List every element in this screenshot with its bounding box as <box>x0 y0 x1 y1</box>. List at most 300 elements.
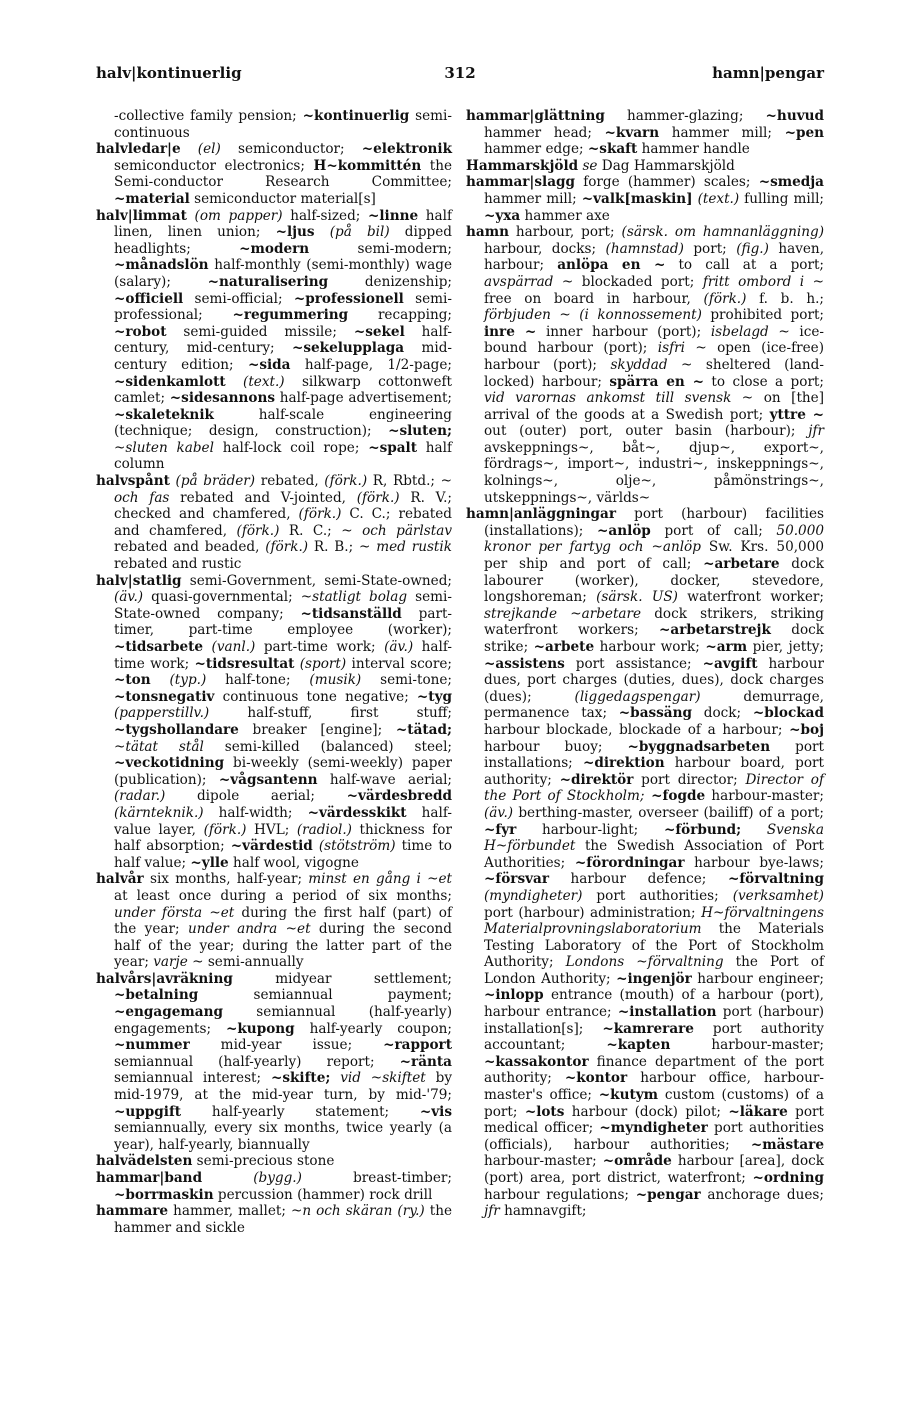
definition-text: midyear settlement; <box>232 970 452 987</box>
definition-text: dock strikers, striking waterfront workers; <box>484 605 824 639</box>
entry-continuation <box>96 108 452 141</box>
bold-term: ~arbete <box>533 639 595 655</box>
bold-term: ~assistens <box>484 655 565 672</box>
definition-text: semi-official; <box>183 290 294 307</box>
dictionary-entry <box>96 573 452 872</box>
definition-text: prohibited port; <box>701 307 824 324</box>
bold-term: ~kapten <box>606 1037 671 1054</box>
bold-term: ~installation <box>617 1004 717 1021</box>
definition-text: half linen, linen union; <box>114 207 453 241</box>
definition-text: semiannual (half-yearly) report; <box>114 1053 400 1070</box>
definition-text: hammer edge; <box>484 141 588 158</box>
definition-text: harbour engineer; <box>691 970 824 987</box>
italic-note: isbelagd ~ <box>710 323 790 340</box>
definition-text: hammer, mallet; <box>168 1203 291 1220</box>
definition-text: avskeppnings~, båt~, djup~, export~, fördrags~, import~, industri~, inskeppnings~, kolnings~, olje~, påmönstrings~, utskeppnings~, världs~ <box>484 439 824 506</box>
italic-note: H~förvaltningens Materialprovningslaboratorium <box>484 904 824 938</box>
italic-note: (förk.) <box>356 489 400 506</box>
bold-term: ~robot <box>114 323 167 340</box>
italic-note: under första ~et <box>114 904 235 921</box>
definition-text: time to half value; <box>114 838 452 871</box>
italic-note: ~tätat stål <box>114 738 204 755</box>
italic-note: (text.) <box>692 190 740 207</box>
headword: hamn|anläggningar <box>466 506 616 523</box>
definition-text: custom (customs) of a port; <box>484 1087 824 1120</box>
dictionary-entry <box>466 506 824 1220</box>
italic-note: (papperstillv.) <box>114 705 210 722</box>
definition-text: semiannual interest; <box>114 1070 271 1087</box>
bold-term: ~arm <box>705 639 748 655</box>
italic-note: (äv.) <box>114 589 144 606</box>
definition-text: semi-tone; <box>361 672 453 689</box>
italic-note: (typ.) <box>150 672 207 689</box>
definition-text: the Swedish Association of Port Authorities; <box>484 838 824 871</box>
definition-text: hammer-glazing; <box>604 108 766 124</box>
bold-term: ~fyr <box>484 821 517 838</box>
definition-text: to call at a port; <box>665 257 825 274</box>
italic-note: (på bräder) <box>169 473 256 490</box>
bold-term: ~värdestid <box>230 838 313 855</box>
definition-text: harbour [area], dock (port) area, port district, waterfront; <box>484 1153 824 1186</box>
definition-text: on [the] arrival of the goods at a Swedish port; <box>484 390 825 423</box>
bold-term: ~område <box>602 1153 672 1170</box>
definition-text: semiconductor material[s] <box>189 190 376 207</box>
headword: hamn <box>466 224 509 241</box>
bold-term: ~ton <box>114 672 151 689</box>
bold-term: ~veckotidning <box>114 755 225 772</box>
definition-text: semiconductor; <box>220 141 362 158</box>
definition-text: half-value layer, <box>114 804 452 838</box>
definition-text: denizenship; <box>328 273 452 290</box>
definition-text: semiannually, every six months, twice yearly (a year), half-yearly, biannually <box>114 1120 452 1153</box>
bold-term: ~förbund; <box>663 821 742 838</box>
bold-term: ~ingenjör <box>616 970 692 987</box>
definition-text: pier, jetty; <box>747 639 824 655</box>
definition-text: Dag Hammarskjöld <box>597 157 735 174</box>
definition-text: breaker [engine]; <box>238 721 396 738</box>
bold-term: ~sekelupplaga <box>291 340 405 357</box>
italic-note: jfr <box>484 1203 500 1220</box>
definition-text: Sw. Krs. 50,000 per ship and port of call; <box>484 539 824 573</box>
italic-note: (fig.) <box>736 240 769 257</box>
definition-text: during the first half (part) of the year; <box>114 904 452 938</box>
definition-text: port authorities (officials), harbour authorities; <box>484 1120 824 1153</box>
italic-note: ~ och pärlstav <box>341 522 453 539</box>
italic-note: (bygg.) <box>202 1170 302 1186</box>
definition-text: half-lock coil rope; <box>213 439 369 456</box>
italic-note: Londons ~förvaltning <box>565 954 724 971</box>
definition-text: part-timer, part-time employee (worker); <box>114 605 452 639</box>
definition-text: semi-State-owned company; <box>114 589 452 622</box>
definition-text: by mid-1979, at the mid-year turn, by mid-'79; <box>114 1070 452 1104</box>
definition-text: half-page, 1/2-page; <box>290 356 452 373</box>
dictionary-entry <box>96 208 452 474</box>
definition-text: -collective family pension; <box>114 108 303 124</box>
definition-text: semi-modern; <box>309 240 452 257</box>
definition-text: inner harbour (port); <box>536 323 711 340</box>
bold-term: ~officiell <box>114 290 184 307</box>
bold-term: ~anlöp <box>597 522 651 539</box>
definition-text: port installations; <box>484 738 824 772</box>
bold-term: ~elektronik <box>361 141 452 158</box>
definition-text: open (ice-free) harbour (port); <box>484 340 824 373</box>
definition-text: R, Rbtd.; <box>367 473 441 490</box>
bold-term: ~inlopp <box>484 987 544 1004</box>
italic-note: (på bil) <box>314 224 390 241</box>
headword: hammar|slagg <box>466 174 576 191</box>
definition-text: port (harbour) installation[s]; <box>484 1004 824 1037</box>
definition-text: percussion (hammer) rock drill <box>213 1186 433 1203</box>
definition-text: rebated and beaded, <box>114 539 266 556</box>
definition-text: mid-year issue; <box>189 1037 384 1054</box>
bold-term: ~lots <box>524 1103 565 1120</box>
definition-text: mid-century edition; <box>114 340 452 373</box>
bold-term: ~försvar <box>484 871 549 888</box>
italic-note: minst en gång i ~et <box>308 871 453 888</box>
headword: halvårs|avräkning <box>96 970 233 987</box>
definition-text: breast-timber; <box>301 1170 452 1186</box>
definition-text: harbour buoy; <box>484 738 628 755</box>
bold-term: ~professionell <box>293 290 404 307</box>
bold-term: ~förvaltning <box>727 871 824 888</box>
definition-text: port of call; <box>650 522 777 539</box>
definition-text: half-century, mid-century; <box>114 323 452 357</box>
definition-text: half-stuff, first stuff; <box>209 705 452 722</box>
italic-note: 50.000 kronor per fartyg och ~anlöp <box>484 522 824 556</box>
dictionary-entry <box>96 1153 452 1170</box>
definition-text: port; <box>683 240 737 257</box>
bold-term: ~värdesbredd <box>346 788 452 805</box>
bold-term: yttre ~ <box>769 406 825 423</box>
italic-note: (äv.) <box>484 804 514 821</box>
dictionary-entry <box>96 473 452 573</box>
dictionary-entry <box>96 1170 452 1203</box>
definition-text: half-sized; <box>282 207 368 224</box>
definition-text: haven, harbour; <box>484 240 825 274</box>
headword: hammar|glättning <box>466 108 605 124</box>
definition-text: harbour office, harbour-master's office; <box>484 1070 825 1104</box>
bold-term: ~huvud <box>765 108 824 124</box>
italic-note: (myndigheter) <box>484 887 583 904</box>
bold-term: ~arbetarstrejk <box>659 622 771 639</box>
definition-text: half-monthly (semi-monthly) wage (salary); <box>114 257 452 290</box>
bold-term: ~pengar <box>635 1186 701 1203</box>
definition-text: semi-guided missile; <box>166 323 354 340</box>
italic-note: avspärrad ~ <box>484 273 574 290</box>
definition-text: out (outer) port, outer basin (harbour); <box>484 423 809 440</box>
headword: halvår <box>96 871 144 888</box>
definition-text: the Materials Testing Laboratory of the Port of Stockholm Authority; <box>484 921 824 971</box>
italic-note: (musik) <box>309 672 362 689</box>
bold-term: ~ljus <box>275 224 315 241</box>
italic-note: (hamnstad) <box>605 240 684 257</box>
dictionary-entry <box>466 174 824 224</box>
italic-note: (särsk. US) <box>596 589 678 606</box>
definition-text: interval score; <box>346 655 452 672</box>
right-guide-word: hamn|pengar <box>712 64 824 82</box>
definition-text: C. C.; rebated and chamfered, <box>114 506 453 539</box>
definition-text: harbour (dock) pilot; <box>564 1103 729 1120</box>
definition-text: half-time work; <box>114 639 453 672</box>
bold-term: ~tonsnegativ <box>114 688 215 705</box>
bold-term: ~sluten; <box>388 423 452 440</box>
bold-term: inre ~ <box>484 323 537 340</box>
definition-text: hamnavgift; <box>499 1203 587 1220</box>
definition-text: recapping; <box>348 307 452 324</box>
bold-term: ~smedja <box>758 174 824 191</box>
bold-term: ~kupong <box>226 1020 295 1037</box>
headword: halvspånt <box>96 473 170 490</box>
bold-term: ~läkare <box>728 1103 788 1120</box>
definition-text: half-page advertisement; <box>275 390 452 407</box>
headword: hammar|band <box>96 1170 203 1186</box>
definition-text: HVL; <box>246 821 297 838</box>
bold-term: ~betalning <box>114 987 199 1004</box>
bold-term: ~kontinuerlig <box>302 108 410 124</box>
definition-text: the hammer and sickle <box>114 1203 452 1236</box>
definition-text: berthing-master, overseer (bailiff) of a port; <box>513 804 824 821</box>
italic-note: under andra ~et <box>187 921 311 938</box>
definition-text: port (harbour) facilities (installations); <box>484 506 824 539</box>
definition-text: R. B.; <box>308 539 360 556</box>
definition-text: hammer axe <box>520 207 610 224</box>
italic-note: (el) <box>180 141 221 158</box>
italic-note: (förk.) <box>298 506 342 523</box>
bold-term: ~byggnadsarbeten <box>627 738 771 755</box>
italic-note: (om papper) <box>186 207 283 224</box>
definition-text: R. C.; <box>279 522 342 539</box>
italic-note: (verksamhet) <box>732 887 824 904</box>
bold-term: ~kamrerare <box>602 1020 694 1037</box>
bold-term: ~tidsresultat <box>194 655 295 672</box>
definition-text: demurrage, permanence tax; <box>484 688 824 722</box>
definition-text: dock; <box>692 705 753 722</box>
italic-note: varje ~ <box>153 954 204 971</box>
bold-term: H~kommittén <box>313 157 422 174</box>
definition-text: continuous tone negative; <box>214 688 417 705</box>
definition-text: during the second half of the year; during the latter part of the year; <box>114 921 453 971</box>
bold-term: ~ränta <box>399 1053 452 1070</box>
italic-note: (kärnteknik.) <box>114 804 204 821</box>
italic-note: ~n och skäran (ry.) <box>290 1203 425 1220</box>
bold-term: ~linne <box>368 207 419 224</box>
bold-term: ~skaleteknik <box>114 406 214 423</box>
bold-term: ~fogde <box>644 788 706 805</box>
bold-term: ~uppgift <box>114 1103 182 1120</box>
bold-term: ~vis <box>419 1103 452 1120</box>
bold-term: ~borrmaskin <box>114 1186 214 1203</box>
definition-text: silkwarp cottonweft camlet; <box>114 373 453 407</box>
bold-term: ~spalt <box>368 439 418 456</box>
headword: halvledar|e <box>96 141 181 158</box>
definition-text: thickness for half absorption; <box>114 821 452 855</box>
definition-text: half-yearly statement; <box>181 1103 420 1120</box>
definition-text: half column <box>114 439 453 473</box>
bold-term: ~regummering <box>232 307 349 324</box>
bold-term: ~kontor <box>564 1070 628 1087</box>
definition-text: port medical officer; <box>484 1103 825 1137</box>
definition-text: finance department of the port authority; <box>484 1053 824 1087</box>
bold-term: ~myndigheter <box>599 1120 708 1137</box>
running-header <box>0 64 920 88</box>
bold-term: ~tygshollandare <box>114 721 239 738</box>
definition-text: blockaded port; <box>573 273 703 290</box>
definition-text: at least once during a period of six months; <box>114 887 452 904</box>
dictionary-entry <box>466 108 824 158</box>
definition-text: half-wave aerial; <box>317 771 452 788</box>
bold-term: ~tätad; <box>395 721 452 738</box>
definition-text: f. b. h.; <box>746 290 825 307</box>
italic-note: fritt ombord i ~ <box>702 273 824 290</box>
bold-term: ~sekel <box>353 323 405 340</box>
definition-text: harbour dues, port charges (duties, dues), dock charges (dues); <box>484 655 824 705</box>
italic-note: förbjuden ~ (i konnossement) <box>484 307 702 324</box>
definition-text: port (harbour) administration; <box>484 904 702 921</box>
definition-text: forge (hammer) scales; <box>575 174 759 191</box>
italic-note: (förk.) <box>203 821 247 838</box>
bold-term: ~bassäng <box>618 705 693 722</box>
definition-text: semiannual payment; <box>198 987 452 1004</box>
headword: halv|statlig <box>96 572 182 589</box>
bold-term: ~kvarn <box>604 124 660 141</box>
dictionary-entry <box>466 158 824 175</box>
definition-text: harbour, port; <box>508 224 622 241</box>
dictionary-entry <box>96 971 452 1154</box>
definition-text: port assistance; <box>564 655 703 672</box>
bold-term: ~blockad <box>752 705 824 722</box>
bold-term: ~månadslön <box>114 257 209 274</box>
headword: hammare <box>96 1203 169 1220</box>
dictionary-entry <box>96 871 452 971</box>
definition-text: harbour-master; <box>670 1037 824 1054</box>
definition-text: port director; <box>633 771 746 788</box>
definition-text: rebated and V-jointed, <box>169 489 357 506</box>
italic-note: (sport) <box>294 655 347 672</box>
italic-note: (text.) <box>225 373 285 390</box>
bold-term: ~sidenkamlott <box>114 373 226 390</box>
definition-text: R. V.; checked and chamfered, <box>114 489 452 523</box>
definition-text: fulling mill; <box>739 190 824 207</box>
definition-text: half-yearly coupon; <box>294 1020 452 1037</box>
italic-note: (förk.) <box>236 522 280 539</box>
italic-note: (äv.) <box>384 639 414 655</box>
italic-note: vid varornas ankomst till svensk ~ <box>484 390 754 407</box>
definition-text: semi-Government, semi-State-owned; <box>181 572 452 589</box>
italic-note: se <box>578 157 598 174</box>
italic-note: (vanl.) <box>203 639 256 655</box>
bold-term: ~mästare <box>750 1136 824 1153</box>
definition-text: bi-weekly (semi-weekly) paper (publication); <box>114 755 452 788</box>
italic-note: jfr <box>808 423 824 440</box>
definition-text: six months, half-year; <box>143 871 309 888</box>
definition-text: hammer head; <box>484 124 605 141</box>
definition-text: semi-precious stone <box>192 1153 335 1170</box>
definition-text: port authority accountant; <box>484 1020 824 1054</box>
headword: halvädelsten <box>96 1153 193 1170</box>
bold-term: ~skifte; <box>270 1070 331 1087</box>
bold-term: ~tidsarbete <box>114 639 204 655</box>
bold-term: ~modern <box>239 240 310 257</box>
bold-term: ~sida <box>247 356 291 373</box>
definition-text: anchorage dues; <box>700 1186 824 1203</box>
definition-text: to close a port; <box>704 373 824 390</box>
bold-term: ~ylle <box>190 854 229 871</box>
definition-text: semi-killed (balanced) steel; <box>203 738 452 755</box>
italic-note: (förk.) <box>703 290 747 307</box>
bold-term: ~yxa <box>484 207 521 224</box>
italic-note: (förk.) <box>265 539 309 556</box>
bold-term: anlöpa en ~ <box>557 257 666 274</box>
bold-term: ~ordning <box>752 1170 824 1186</box>
definition-text: harbour, docks; <box>484 240 606 257</box>
definition-text: hammer mill; <box>484 190 582 207</box>
definition-text: rebated, <box>255 473 325 490</box>
definition-text: sheltered (land-locked) harbour; <box>484 356 824 390</box>
dictionary-entry <box>96 1203 452 1236</box>
definition-text: dipole aerial; <box>165 788 347 805</box>
definition-text: half-tone; <box>206 672 310 689</box>
dictionary-entry <box>466 224 824 506</box>
definition-text: harbour board, port authority; <box>484 755 824 788</box>
bold-term: ~värdesskikt <box>307 804 407 821</box>
bold-term: ~pen <box>784 124 824 141</box>
definition-text: quasi-governmental; <box>143 589 301 606</box>
italic-note: skyddad ~ <box>610 356 693 373</box>
definition-text: ice-bound harbour (port); <box>484 323 825 357</box>
definition-text: dipped headlights; <box>114 224 452 257</box>
definition-text: harbour-light; <box>516 821 664 838</box>
bold-term: ~tidsanställd <box>300 605 402 622</box>
bold-term: ~naturalisering <box>207 273 329 290</box>
definition-text: hammer handle <box>637 141 750 158</box>
italic-note: ~ med rustik <box>359 539 452 556</box>
bold-term: ~material <box>114 190 190 207</box>
bold-term: ~direktion <box>582 755 665 772</box>
definition-text: entrance (mouth) of a harbour (port), harbour entrance; <box>484 987 824 1021</box>
italic-note: ~statligt bolag <box>300 589 408 606</box>
italic-note: (särsk. om hamnanläggning) <box>621 224 824 241</box>
definition-text: part-time work; <box>255 639 385 655</box>
bold-term: ~kutym <box>598 1087 659 1104</box>
definition-text: semi-continuous <box>114 108 452 141</box>
definition-text: free on board in harbour, <box>484 290 704 307</box>
definition-text: semi-annually <box>203 954 304 971</box>
headword: Hammarskjöld <box>466 157 579 174</box>
bold-term: ~engagemang <box>114 1004 223 1021</box>
italic-note: (radiol.) <box>296 821 352 838</box>
definition-text: harbour bye-laws; <box>684 854 824 871</box>
bold-term: spärra en ~ <box>609 373 704 390</box>
italic-note: vid ~skiftet <box>330 1070 426 1087</box>
definition-text: hammer mill; <box>659 124 785 141</box>
bold-term: ~valk[maskin] <box>581 190 693 207</box>
bold-term: ~kassakontor <box>484 1053 589 1070</box>
definition-text: harbour blockade, blockade of a harbour; <box>484 721 790 738</box>
definition-text: waterfront worker; <box>677 589 825 606</box>
italic-note: (förk.) <box>324 473 368 490</box>
definition-text: half-scale engineering (technique; design, construction); <box>114 406 452 440</box>
definition-text: harbour defence; <box>549 871 728 888</box>
definition-text: the Port of London Authority; <box>484 954 824 987</box>
left-column <box>96 108 452 1236</box>
definition-text: semiconductor electronics; <box>114 157 314 174</box>
definition-text: dock strike; <box>484 622 824 655</box>
bold-term: ~avgift <box>702 655 758 672</box>
bold-term: ~nummer <box>114 1037 190 1054</box>
bold-term: ~skaft <box>587 141 638 158</box>
bold-term: ~direktör <box>559 771 634 788</box>
page-number: 312 <box>444 64 476 82</box>
